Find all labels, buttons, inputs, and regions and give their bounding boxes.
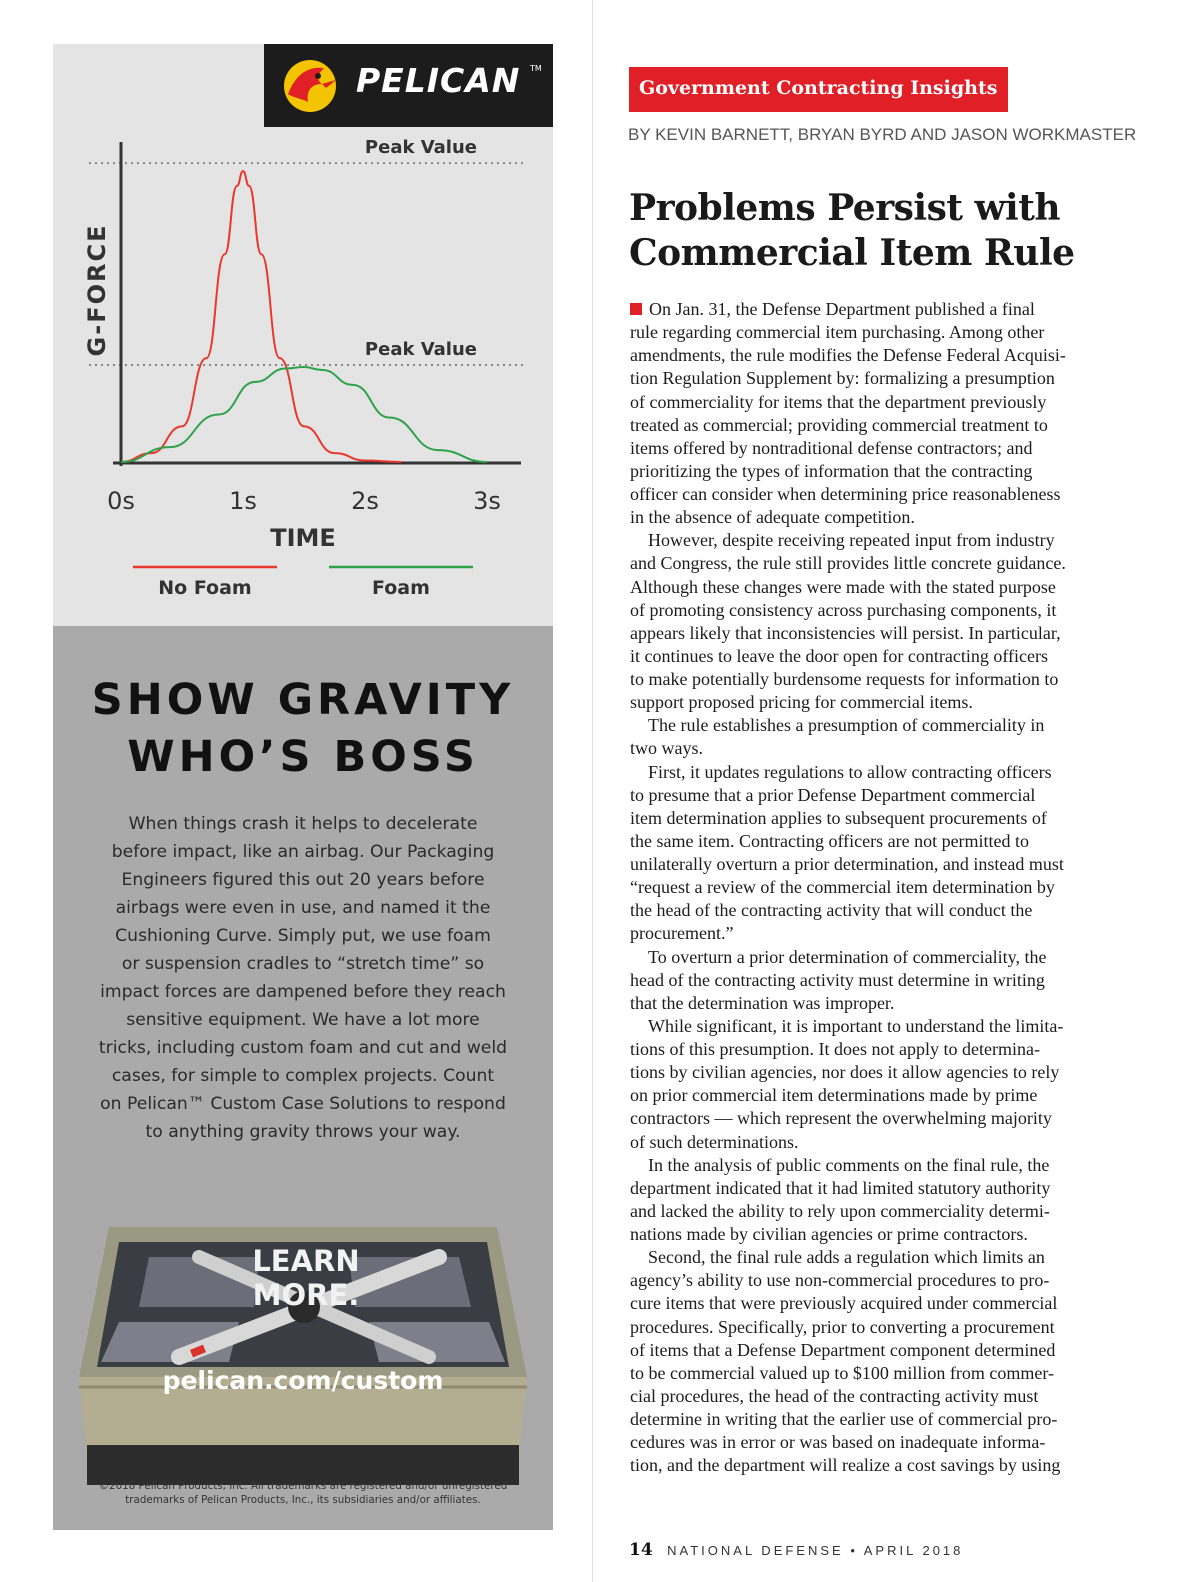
- article-line: Second, the final rule adds a regulation which limits an: [630, 1247, 1045, 1268]
- series-line-no-foam: [121, 171, 402, 462]
- article-line: it continues to leave the door open for contracting officers: [630, 645, 1049, 666]
- article-title-line: Commercial Item Rule: [629, 232, 1075, 274]
- section-label: Government Contracting Insights: [639, 77, 998, 99]
- article-line: treated as commercial; providing commercial treatment to: [630, 414, 1048, 435]
- ad-body-line: to anything gravity throws your way.: [145, 1122, 461, 1142]
- page-gutter: [592, 0, 593, 1582]
- article-line: items offered by nontraditional defense contractors; and: [630, 437, 1033, 458]
- page-footer: [629, 1540, 963, 1560]
- article-body: [630, 298, 1120, 1477]
- article-line: [630, 298, 1120, 321]
- article-line: contractors — which represent the overwhelming majority: [630, 1108, 1052, 1129]
- article-line: procedures. Specifically, prior to converting a procurement: [630, 1316, 1055, 1337]
- article-line-text: On Jan. 31, the Defense Department published a final: [649, 299, 1035, 319]
- article-line: that the determination was improper.: [630, 992, 895, 1013]
- trademark-mark: TM: [530, 64, 542, 73]
- ad-body-line: sensitive equipment. We have a lot more: [126, 1010, 480, 1030]
- article-title-line: Problems Persist with: [629, 187, 1061, 229]
- x-tick-label: 2s: [351, 487, 379, 515]
- article-line: However, despite receiving repeated input from industry: [630, 530, 1055, 551]
- article-line: tions of this presumption. It does not apply to determina-: [630, 1039, 1040, 1059]
- ad-headline: [53, 672, 553, 786]
- pelican-wordmark: PELICAN: [356, 61, 521, 100]
- article-line: To overturn a prior determination of commerciality, the: [630, 946, 1047, 967]
- article-line: “request a review of the commercial item determination by: [630, 877, 1055, 898]
- article-line: appears likely that inconsistencies will persist. In particular,: [630, 622, 1061, 643]
- article-line: of commerciality for items that the department previously: [630, 391, 1047, 412]
- pelican-advertisement: [53, 44, 553, 1530]
- article-line: in the absence of adequate competition.: [630, 507, 915, 528]
- article-line: While significant, it is important to understand the limita-: [630, 1015, 1064, 1036]
- copyright-line: trademarks of Pelican Products, Inc., its subsidiaries and/or affiliates.: [125, 1494, 481, 1506]
- article-line: and Congress, the rule still provides little concrete guidance.: [630, 553, 1066, 574]
- ad-body-line: on Pelican™ Custom Case Solutions to respond: [100, 1094, 506, 1114]
- section-badge: [629, 67, 1008, 112]
- pelican-logo: [264, 44, 553, 127]
- learn-more-callout[interactable]: [236, 1244, 376, 1312]
- article-line: prioritizing the types of information that the contracting: [630, 460, 1033, 481]
- article-line: item determination applies to subsequent procurements of: [630, 807, 1047, 828]
- peak-value-label: Peak Value: [364, 339, 477, 361]
- article-line: two ways.: [630, 738, 703, 759]
- article-line: head of the contracting activity must determine in writing: [630, 969, 1045, 990]
- article-line: and lacked the ability to rely upon commerciality determi-: [630, 1200, 1050, 1221]
- article-line: officer can consider when determining price reasonableness: [630, 484, 1061, 504]
- article-line: tion Regulation Supplement by: formalizing a presumption: [630, 368, 1055, 389]
- article-line: on prior commercial item determinations made by prime: [630, 1085, 1038, 1106]
- publication-footer: NATIONAL DEFENSE • APRIL 2018: [667, 1543, 964, 1558]
- ad-headline-line: WHO’S BOSS: [127, 732, 479, 782]
- article-title: [629, 186, 1075, 276]
- article-line: unilaterally overturn a prior determination, and instead must: [630, 854, 1064, 874]
- cushioning-curve-chart: [53, 134, 553, 614]
- article-line: rule regarding commercial item purchasing. Among other: [630, 322, 1045, 343]
- article-line: First, it updates regulations to allow contracting officers: [630, 761, 1052, 782]
- ad-body-line: Engineers figured this out 20 years before: [121, 870, 485, 890]
- article-line: to make potentially burdensome requests for information to: [630, 669, 1059, 689]
- legend-label: No Foam: [158, 577, 252, 599]
- article-line: of items that a Defense Department component determined: [630, 1339, 1056, 1360]
- article-line: agency’s ability to use non-commercial procedures to pro-: [630, 1270, 1050, 1291]
- ad-body-line: impact forces are dampened before they reach: [100, 982, 506, 1002]
- article-line: Although these changes were made with the stated purpose: [630, 576, 1056, 597]
- ad-headline-line: SHOW GRAVITY: [91, 675, 515, 725]
- learn-more-line: MORE.: [252, 1278, 360, 1312]
- red-square-bullet-icon: [630, 303, 642, 315]
- ad-url-link[interactable]: pelican.com/custom: [162, 1366, 444, 1395]
- article-line: nations made by civilian agencies or prime contractors.: [630, 1224, 1028, 1244]
- article-line: to be commercial valued up to $100 million from commer-: [630, 1362, 1055, 1383]
- pelican-bird-icon: [278, 54, 342, 118]
- article-line: amendments, the rule modifies the Defense Federal Acquisi-: [630, 345, 1066, 366]
- article-line: the same item. Contracting officers are not permitted to: [630, 830, 1030, 851]
- article-line: of such determinations.: [630, 1131, 799, 1152]
- page-number: 14: [629, 1540, 653, 1560]
- x-tick-label: 3s: [473, 487, 501, 515]
- article-line: of promoting consistency across purchasing components, it: [630, 599, 1057, 620]
- y-axis-label: G-FORCE: [83, 223, 111, 357]
- peak-value-label: Peak Value: [364, 137, 477, 159]
- ad-body-line: tricks, including custom foam and cut and weld: [98, 1038, 508, 1058]
- article-line: cial procedures, the head of the contracting activity must: [630, 1385, 1039, 1406]
- ad-body-copy: [83, 810, 523, 1146]
- article-line: cedures was in error or was based on inadequate informa-: [630, 1432, 1046, 1453]
- article-line: procurement.”: [630, 923, 734, 944]
- learn-more-line: LEARN: [252, 1244, 360, 1278]
- pelican-case-photo: [79, 1187, 527, 1497]
- article-line: cure items that were previously acquired under commercial: [630, 1293, 1058, 1314]
- x-tick-label: 1s: [229, 487, 257, 515]
- x-tick-label: 0s: [107, 487, 135, 515]
- legend-label: Foam: [372, 577, 430, 599]
- copyright-line: ©2018 Pelican Products, Inc. All trademarks are registered and/or unregistered: [98, 1480, 508, 1492]
- ad-copyright: [83, 1479, 523, 1507]
- ad-body-line: before impact, like an airbag. Our Packaging: [111, 842, 495, 862]
- article-line: tion, and the department will realize a cost savings by using: [630, 1455, 1061, 1476]
- article-line: to presume that a prior Defense Department commercial: [630, 784, 1036, 805]
- article-line: determine in writing that the earlier use of commercial pro-: [630, 1409, 1058, 1429]
- article-line: department indicated that it had limited statutory authority: [630, 1177, 1051, 1198]
- ad-body-line: or suspension cradles to “stretch time” so: [121, 954, 485, 974]
- ad-body-line: cases, for simple to complex projects. Count: [111, 1066, 495, 1086]
- article-line: support proposed pricing for commercial items.: [630, 692, 973, 713]
- article-line: the head of the contracting activity that will conduct the: [630, 900, 1033, 921]
- article-line: In the analysis of public comments on the final rule, the: [630, 1154, 1050, 1175]
- ad-body-line: airbags were even in use, and named it the: [115, 898, 491, 918]
- article-line: The rule establishes a presumption of commerciality in: [630, 715, 1045, 736]
- ad-body-line: Cushioning Curve. Simply put, we use foam: [115, 926, 491, 946]
- ad-body-line: When things crash it helps to decelerate: [128, 814, 478, 834]
- article-line: tions by civilian agencies, nor does it allow agencies to rely: [630, 1062, 1060, 1083]
- byline: BY KEVIN BARNETT, BRYAN BYRD AND JASON WORKMASTER: [628, 125, 1137, 144]
- series-line-foam: [121, 367, 487, 462]
- x-axis-label: TIME: [270, 524, 336, 552]
